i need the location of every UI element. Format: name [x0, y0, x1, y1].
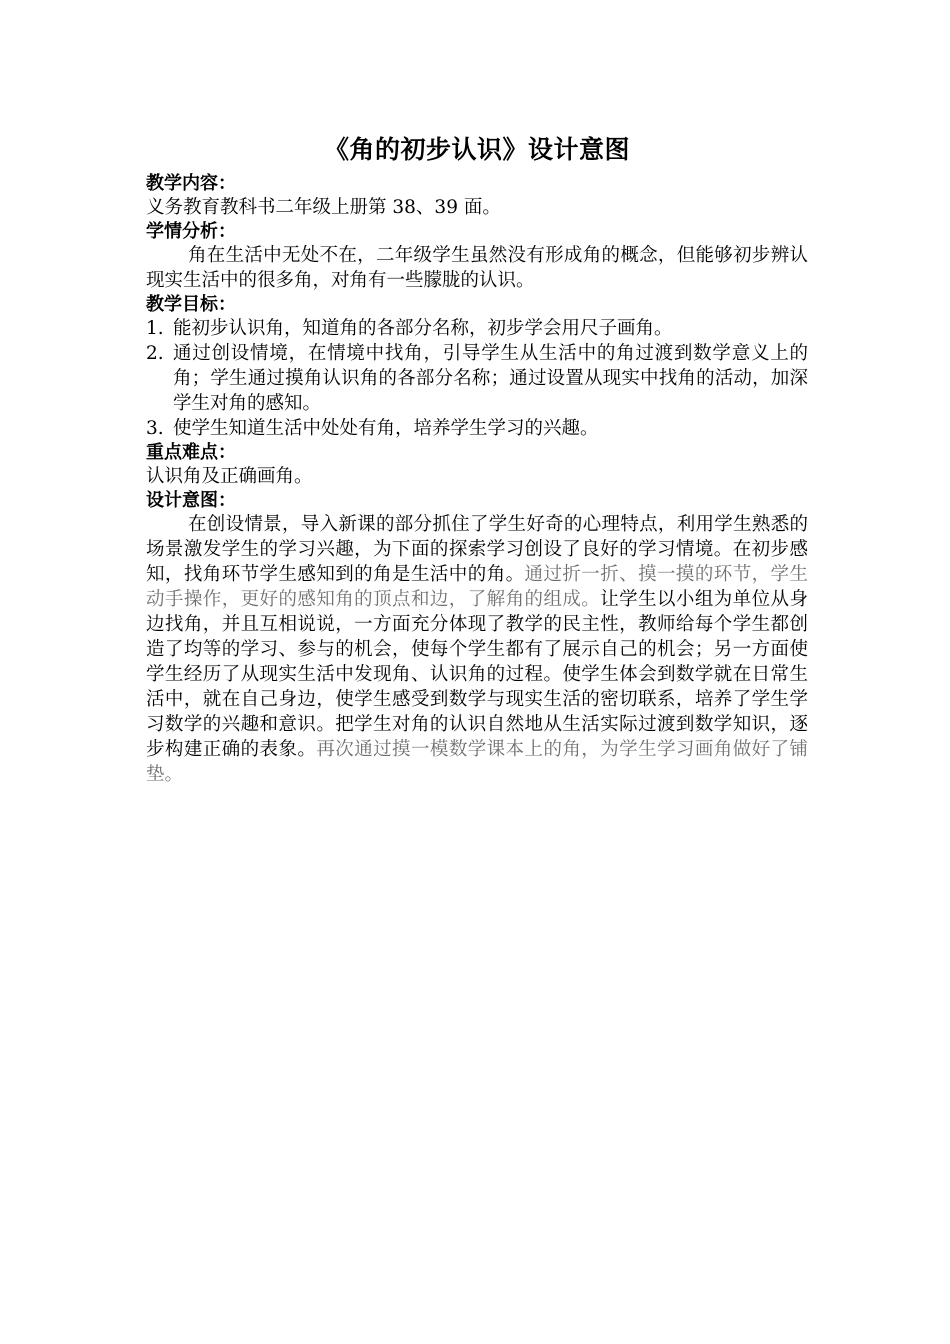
goal-number: 2.	[146, 343, 164, 364]
goals-heading: 教学目标：	[146, 294, 236, 315]
goals-list	[146, 316, 808, 441]
goal-number: 1.	[146, 318, 164, 339]
intent-paragraph	[146, 512, 808, 787]
analysis-heading: 学情分析：	[146, 221, 236, 242]
content-heading: 教学内容：	[146, 173, 236, 194]
goal-item-3	[146, 416, 808, 441]
goal-item-2	[146, 341, 808, 416]
intent-text-part3: 让学生以小组为单位从身边找角，并且互相说说，一方面充分体现了教学的民主性，教师给每个学生都创造了均等的学习、参与的机会，使每个学生都有了展示自己的机会；另一方面使学生经历了从现实生活中发现角、认识角的过程。使学生体会到数学就在日常生活中，就在自己身边，使学生感受到数学与现实生活的密切联系，培养了学生学习数学的兴趣和意识。把学生对角的认识自然地从生活实际过渡到数学知识，逐步构建正确的表象。	[146, 589, 808, 760]
section-intent	[146, 489, 808, 787]
key-points-text: 认识角及正确画角。	[146, 466, 313, 487]
goal-number: 3.	[146, 418, 164, 439]
document-title: 《角的初步认识》设计意图	[323, 135, 630, 164]
intent-text-part2: 通过折一折、摸一摸的环节，学生动手操作，更好的感知角的顶点和边，了解角的组成。	[146, 564, 808, 610]
goal-text: 通过创设情境，在情境中找角，引导学生从生活中的角过渡到数学意义上的角；学生通过摸角认识角的各部分名称；通过设置从现实中找角的活动，加深学生对角的感知。	[173, 343, 808, 414]
section-analysis	[146, 220, 808, 293]
content-text: 义务教育教科书二年级上册第 38、39 面。	[146, 197, 501, 218]
section-content	[146, 172, 808, 220]
intent-text-part1: 在创设情景，导入新课的部分抓住了学生好奇的心理特点，利用学生熟悉的场景激发学生的学习兴趣，为下面的探索学习创设了良好的学习情境。在初步感知，找角环节学生感知到的角是生活中的角。	[146, 514, 808, 585]
intent-text-part4: 再次通过摸一模数学课本上的角，为学生学习画角做好了铺垫。	[146, 739, 808, 785]
goal-item-1	[146, 316, 808, 341]
goal-text: 能初步认识角，知道角的各部分名称，初步学会用尺子画角。	[173, 318, 673, 339]
section-goals	[146, 293, 808, 441]
document-page	[146, 130, 808, 787]
key-points-heading: 重点难点：	[146, 442, 236, 463]
analysis-text: 角在生活中无处不在，二年级学生虽然没有形成角的概念，但能够初步辨认现实生活中的很多角，对角有一些朦胧的认识。	[146, 245, 808, 291]
intent-heading: 设计意图：	[146, 490, 236, 511]
goal-text: 使学生知道生活中处处有角，培养学生学习的兴趣。	[173, 418, 599, 439]
section-key-points	[146, 441, 808, 489]
